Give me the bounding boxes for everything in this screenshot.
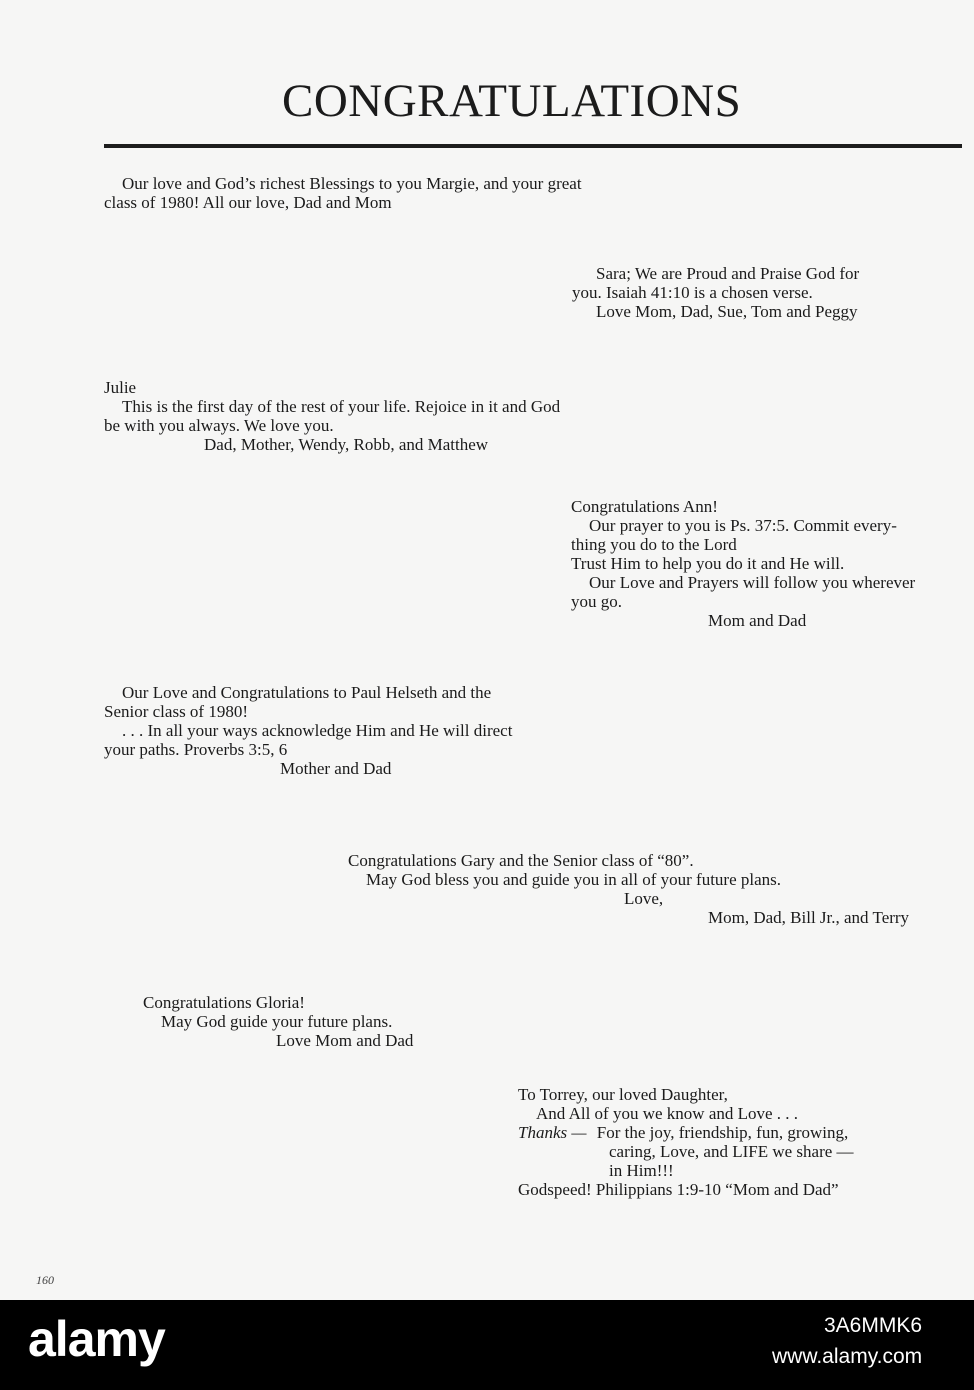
message-line: your paths. Proverbs 3:5, 6 [104,740,288,759]
message-line: Congratulations Gary and the Senior class of “80”. [348,851,694,870]
page-number: 160 [36,1273,54,1287]
message-line: May God guide your future plans. [161,1012,393,1031]
message-line: Love, [624,889,664,908]
image-id: 3A6MMK6 [824,1314,923,1337]
message-line: Congratulations Gloria! [143,993,305,1012]
message-line: And All of you we know and Love . . . [536,1104,799,1123]
message-line: in Him!!! [609,1161,674,1180]
message-line: This is the first day of the rest of your life. Rejoice in it and God [122,397,561,416]
message-line-text: For the joy, friendship, fun, growing, [596,1123,849,1142]
message-sara [572,264,859,321]
message-gary [348,851,909,927]
message-line: Love Mom and Dad [276,1031,414,1050]
message-line: To Torrey, our loved Daughter, [518,1085,728,1104]
message-line: thing you do to the Lord [571,535,737,554]
title-rule [104,144,962,148]
watermark-footer [0,1300,974,1390]
message-line: Sara; We are Proud and Praise God for [596,264,860,283]
message-line [518,1123,854,1142]
message-line: be with you always. We love you. [104,416,334,435]
message-line: Congratulations Ann! [571,497,718,516]
message-line: you. Isaiah 41:10 is a chosen verse. [572,283,813,302]
message-paul [104,683,512,778]
site-url: www.alamy.com [772,1345,923,1368]
message-line: Godspeed! Philippians 1:9-10 “Mom and Dad” [518,1180,839,1199]
message-line: Trust Him to help you do it and He will. [571,554,845,573]
message-julie [104,378,560,454]
thanks-label: Thanks — [518,1123,587,1142]
page-title: CONGRATULATIONS [282,75,742,127]
alamy-logo-text: alamy [28,1314,165,1367]
message-line: Mother and Dad [280,759,392,778]
message-line: Our Love and Prayers will follow you wherever [589,573,916,592]
alamy-logo [28,1314,258,1374]
message-line: Love Mom, Dad, Sue, Tom and Peggy [596,302,858,321]
message-line: Our prayer to you is Ps. 37:5. Commit every- [589,516,897,535]
message-line: Julie [104,378,137,397]
message-line: . . . In all your ways acknowledge Him and He will direct [122,721,513,740]
message-torrey [518,1085,854,1199]
message-line: Mom, Dad, Bill Jr., and Terry [708,908,910,927]
message-gloria [143,993,413,1050]
message-line: you go. [571,592,622,611]
message-line: Our love and God’s richest Blessings to you Margie, and your great [122,174,582,193]
message-line: Our Love and Congratulations to Paul Helseth and the [122,683,492,702]
message-line: Dad, Mother, Wendy, Robb, and Matthew [204,435,489,454]
message-line: Senior class of 1980! [104,702,249,721]
message-line: class of 1980! All our love, Dad and Mom [104,193,392,212]
message-line: Mom and Dad [708,611,807,630]
message-line: caring, Love, and LIFE we share — [609,1142,854,1161]
message-margie [104,174,582,212]
message-line: May God bless you and guide you in all of your future plans. [366,870,782,889]
message-ann [571,497,915,630]
